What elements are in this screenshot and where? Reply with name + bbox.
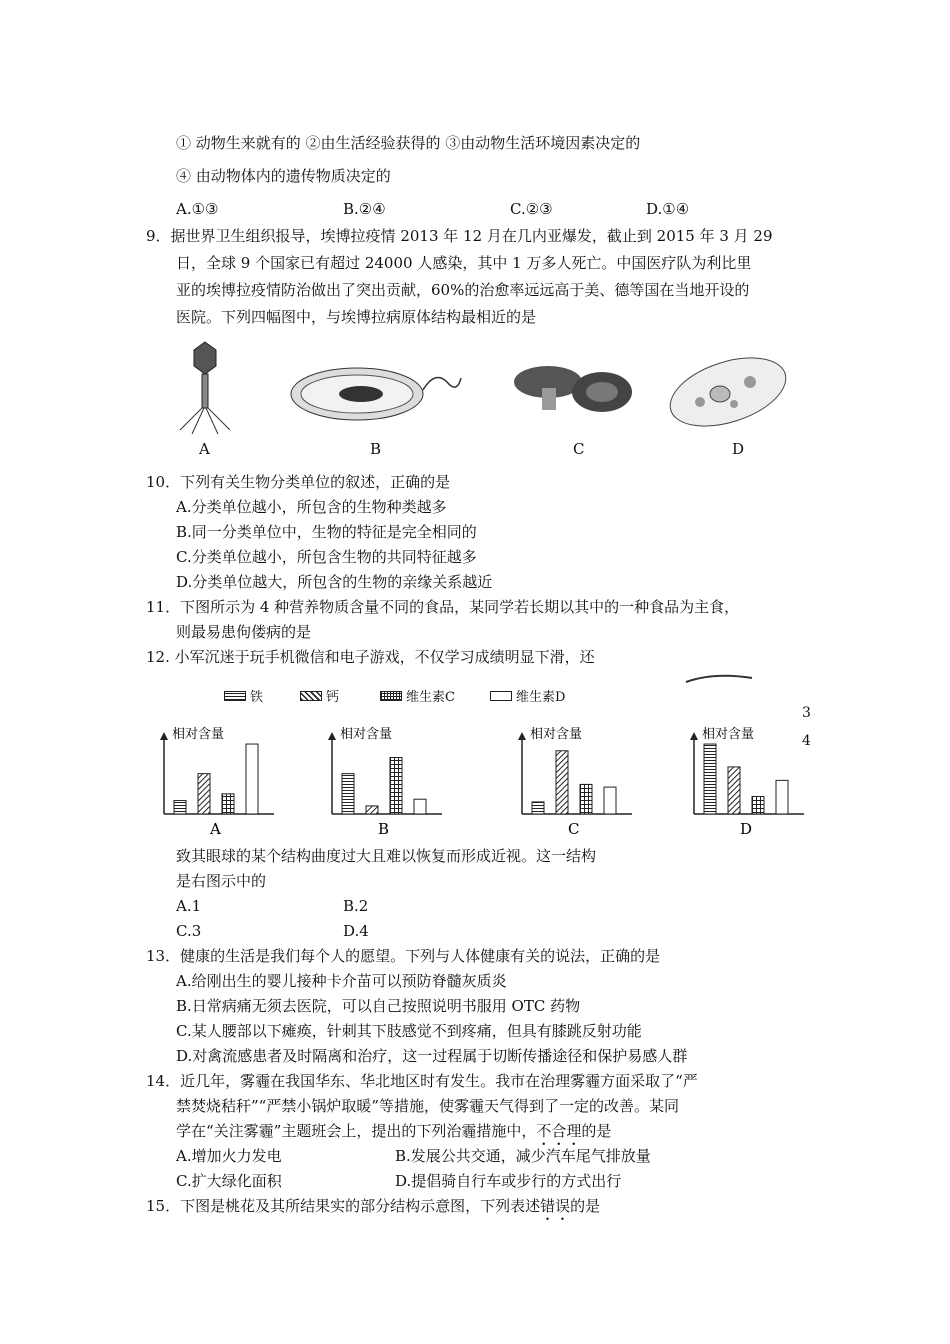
legend-vitamin-d: 维生素D: [490, 686, 565, 705]
q12-option-c: C.3: [176, 922, 202, 940]
bar-铁: [174, 801, 186, 814]
bar-钙: [198, 774, 210, 814]
q9-line2: 日，全球 9 个国家已有超过 24000 人感染，其中 1 万多人死亡。中国医疗队为利比里: [176, 254, 752, 272]
bar-铁: [342, 774, 354, 814]
q14-option-c: C.扩大绿化面积: [176, 1172, 282, 1190]
mushroom-figure: [508, 358, 636, 418]
q14-line2: 禁焚烧秸秆”“严禁小锅炉取暖”等措施，使雾霾天气得到了一定的改善。某同: [176, 1097, 680, 1115]
q8-options-line1: ① 动物生来就有的 ②由生活经验获得的 ③由动物生活环境因素决定的: [176, 134, 641, 152]
q8-choice-c: C.②③: [510, 200, 553, 218]
q13-option-c: C.某人腰部以下瘫痪，针刺其下肢感觉不到疼痛，但具有膝跳反射功能: [176, 1022, 642, 1040]
nutrient-chart-a: [150, 724, 280, 844]
y-axis-arrow: [690, 732, 698, 740]
paramecium-figure: [664, 352, 792, 432]
bar-维生素C: [390, 757, 402, 814]
q14-emphasis: 不合理: [536, 1122, 582, 1140]
y-axis-arrow: [328, 732, 336, 740]
legend-vitamin-c: 维生素C: [380, 686, 455, 705]
bar-钙: [366, 806, 378, 814]
q12-line2: 致其眼球的某个结构曲度过大且难以恢复而形成近视。这一结构: [176, 847, 597, 865]
nutrient-chart-d: [680, 724, 810, 844]
fig-label-a: A: [199, 440, 210, 458]
y-axis-label: 相对含量: [702, 727, 755, 742]
eye-fig-number-3: 3: [802, 705, 811, 721]
fig-label-d: D: [732, 440, 745, 458]
q13-option-d: D.对禽流感患者及时隔离和治疗，这一过程属于切断传播途径和保护易感人群: [176, 1047, 688, 1065]
q14-line1: 14．近几年，雾霾在我国华东、华北地区时有发生。我市在治理雾霾方面采取了“严: [146, 1072, 698, 1090]
q11-line1: 11．下图所示为 4 种营养物质含量不同的食品，某同学若长期以其中的一种食品为主食，: [146, 598, 740, 616]
q12-option-a: A.1: [176, 897, 202, 915]
bar-钙: [556, 751, 568, 814]
bar-维生素D: [414, 799, 426, 814]
bar-维生素C: [752, 797, 764, 814]
legend-iron: 铁: [224, 686, 263, 705]
y-axis-arrow: [518, 732, 526, 740]
bar-维生素D: [776, 780, 788, 814]
y-axis-label: 相对含量: [172, 727, 225, 742]
bar-维生素C: [580, 784, 592, 814]
eye-figure-fragment: [684, 672, 754, 686]
q10-stem: 10．下列有关生物分类单位的叙述，正确的是: [146, 473, 451, 491]
bacteriophage-figure: [170, 338, 240, 438]
q11-line2: 则最易患佝偻病的是: [176, 623, 312, 641]
q14-option-d: D.提倡骑自行车或步行的方式出行: [395, 1172, 622, 1190]
q10-option-c: C.分类单位越小，所包含生物的共同特征越多: [176, 548, 477, 566]
q8-options-line2: ④ 由动物体内的遗传物质决定的: [176, 167, 391, 185]
eye-fig-number-4: 4: [802, 733, 811, 749]
q10-option-d: D.分类单位越大，所包含的生物的亲缘关系越近: [176, 573, 493, 591]
bar-钙: [728, 767, 740, 814]
q15-stem: 15．下图是桃花及其所结果实的部分结构示意图，下列表述错误的是: [146, 1197, 601, 1215]
q14-line3: 学在“关注雾霾”主题班会上，提出的下列治霾措施中，不合理的是: [176, 1122, 612, 1140]
q8-choice-d: D.①④: [646, 200, 690, 218]
q13-stem: 13．健康的生活是我们每个人的愿望。下列与人体健康有关的说法，正确的是: [146, 947, 661, 965]
bar-维生素D: [604, 787, 616, 814]
bar-铁: [704, 744, 716, 814]
chart-title: C: [568, 820, 580, 838]
q9-line3: 亚的埃博拉疫情防治做出了突出贡献，60%的治愈率远远高于美、德等国在当地开设的: [176, 281, 750, 299]
q14-option-a: A.增加火力发电: [176, 1147, 282, 1165]
q8-choice-b: B.②④: [343, 200, 386, 218]
bar-维生素C: [222, 794, 234, 814]
q12-option-d: D.4: [343, 922, 369, 940]
fig-label-c: C: [573, 440, 585, 458]
bar-维生素D: [246, 744, 258, 814]
nutrient-chart-b: [318, 724, 448, 844]
q15-emphasis: 错误: [540, 1197, 571, 1215]
q12-line1: 12. 小军沉迷于玩手机微信和电子游戏，不仅学习成绩明显下滑，还: [146, 648, 595, 666]
chart-title: D: [740, 820, 753, 838]
q9-line4: 医院。下列四幅图中，与埃博拉病原体结构最相近的是: [176, 308, 537, 326]
fig-label-b: B: [370, 440, 382, 458]
q12-option-b: B.2: [343, 897, 369, 915]
legend-calcium: 钙: [300, 686, 339, 705]
q8-choice-a: A.①③: [176, 200, 219, 218]
q10-option-a: A.分类单位越小，所包含的生物种类越多: [176, 498, 447, 516]
q14-option-b: B.发展公共交通，减少汽车尾气排放量: [395, 1147, 651, 1165]
bacterium-figure: [285, 360, 465, 430]
chart-title: B: [378, 820, 390, 838]
nutrient-chart-c: [508, 724, 638, 844]
bar-铁: [532, 802, 544, 814]
chart-title: A: [210, 820, 221, 838]
q10-option-b: B.同一分类单位中，生物的特征是完全相同的: [176, 523, 477, 541]
q13-option-a: A.给刚出生的婴儿接种卡介苗可以预防脊髓灰质炎: [176, 972, 507, 990]
q13-option-b: B.日常病痛无须去医院，可以自己按照说明书服用 OTC 药物: [176, 997, 581, 1015]
y-axis-label: 相对含量: [530, 727, 583, 742]
q9-line1: 9．据世界卫生组织报导，埃博拉疫情 2013 年 12 月在几内亚爆发，截止到 2015 年 3 月 29: [146, 227, 773, 245]
q12-line3: 是右图示中的: [176, 872, 267, 890]
y-axis-arrow: [160, 732, 168, 740]
y-axis-label: 相对含量: [340, 727, 393, 742]
